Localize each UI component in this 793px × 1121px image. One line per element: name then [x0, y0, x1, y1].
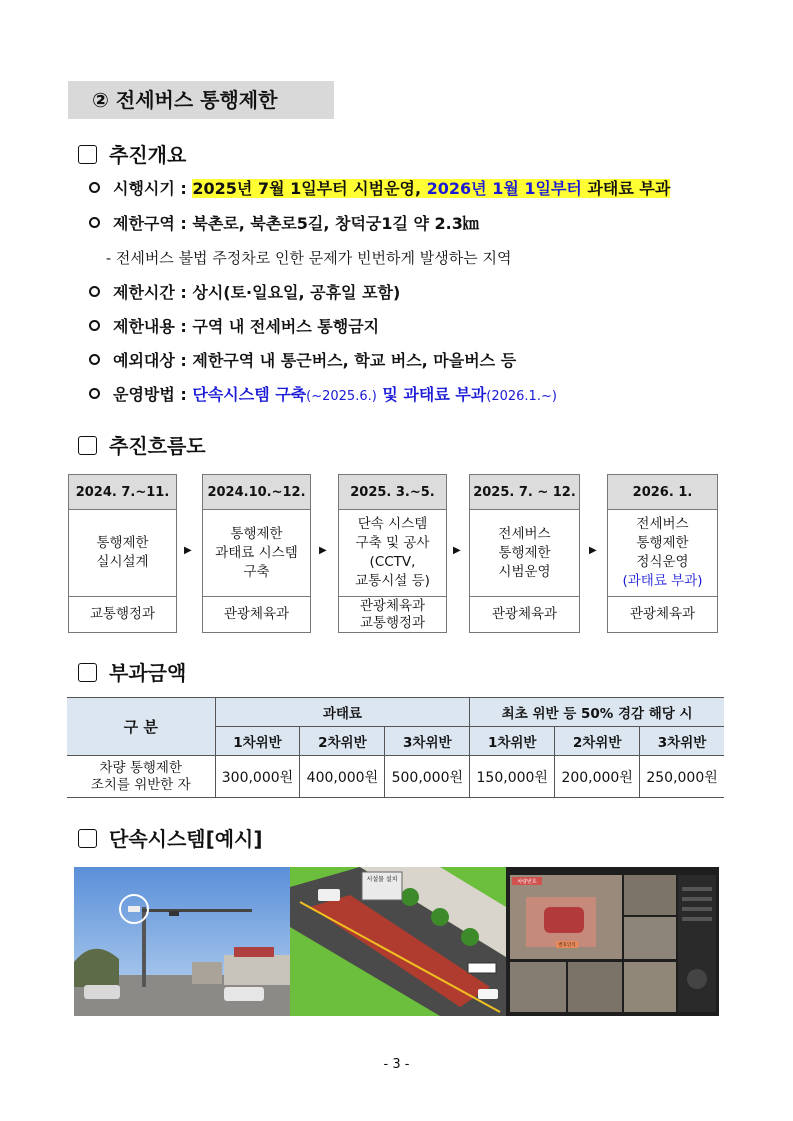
section-overview-heading: 추진개요	[78, 141, 186, 169]
flow-step-dept: 관광체육과	[629, 606, 696, 622]
flow-step-period: 2024.10.~12.	[203, 475, 310, 510]
fine-table-row-label: 차량 통행제한 조치를 위반한 자	[67, 756, 215, 798]
flow-step-body: 단속 시스템 구축 및 공사 (CCTV, 교통시설 등)	[339, 510, 446, 597]
checkbox-square-icon	[78, 436, 97, 455]
page-number: - 3 -	[383, 1057, 410, 1072]
triangle-right-icon: ▶	[453, 545, 461, 556]
road-diagram-label: 시설물 설치	[366, 876, 398, 883]
system-example-images	[74, 867, 719, 1016]
circle-bullet-icon	[89, 354, 100, 365]
flow-step-period: 2026. 1.	[608, 475, 717, 510]
fine-table-group-fine: 과태료	[215, 698, 470, 727]
fine-table-cell: 150,000원	[470, 756, 555, 798]
flow-step-body: 전세버스 통행제한 정식운영 (과태료 부과)	[608, 510, 717, 597]
flow-step-period: 2024. 7.~11.	[69, 475, 176, 510]
flow-step-4	[469, 474, 580, 633]
fine-table-subheader: 3차위반	[385, 727, 470, 756]
flow-step-dept: 관광체육과	[223, 606, 290, 622]
fine-table-cell: 400,000원	[300, 756, 385, 798]
flow-step-1	[68, 474, 177, 633]
flow-step-3	[338, 474, 447, 633]
flow-step-5	[607, 474, 718, 633]
fine-table-subheader: 2차위반	[300, 727, 385, 756]
fine-table-cell: 300,000원	[215, 756, 300, 798]
section-system-heading: 단속시스템[예시]	[78, 825, 263, 853]
road-diagram-photo	[290, 867, 506, 1016]
page-title: ② 전세버스 통행제한	[92, 88, 278, 112]
cctv-street-photo	[74, 867, 290, 1016]
triangle-right-icon: ▶	[184, 545, 192, 556]
bullet-content: 제한내용 : 구역 내 전세버스 통행금지	[89, 315, 379, 339]
fine-table	[67, 697, 724, 798]
fine-table-subheader: 1차위반	[215, 727, 300, 756]
flow-step-period: 2025. 3.~5.	[339, 475, 446, 510]
checkbox-square-icon	[78, 829, 97, 848]
monitoring-software-photo	[506, 867, 719, 1016]
fine-table-cell: 200,000원	[555, 756, 640, 798]
fine-table-col-label: 구 분	[67, 698, 215, 756]
fine-table-cell: 500,000원	[385, 756, 470, 798]
period-highlight: 2025년 7월 1일부터 시범운영, 2026년 1월 1일부터 과태료 부과	[192, 179, 671, 198]
bullet-zone: 제한구역 : 북촌로, 북촌로5길, 창덕궁1길 약 2.3㎞	[89, 212, 479, 236]
circle-bullet-icon	[89, 320, 100, 331]
circle-bullet-icon	[89, 182, 100, 193]
monitor-label-recognition: 번호인식	[558, 943, 576, 948]
section-flow-heading: 추진흐름도	[78, 432, 206, 460]
bullet-time: 제한시간 : 상시(토·일요일, 공휴일 포함)	[89, 281, 400, 305]
flow-step-dept: 관광체육과 교통행정과	[359, 597, 426, 631]
checkbox-square-icon	[78, 145, 97, 164]
monitor-label-plate: 차량번호	[517, 879, 537, 885]
checkbox-square-icon	[78, 663, 97, 682]
circle-bullet-icon	[89, 286, 100, 297]
fine-table-subheader: 1차위반	[470, 727, 555, 756]
flow-step-body: 통행제한 과태료 시스템 구축	[203, 510, 310, 597]
table-row	[67, 756, 724, 798]
triangle-right-icon: ▶	[589, 545, 597, 556]
flow-step-dept: 교통행정과	[89, 606, 156, 622]
section-fine-heading: 부과금액	[78, 659, 186, 687]
circle-bullet-icon	[89, 217, 100, 228]
circle-bullet-icon	[89, 388, 100, 399]
bullet-period: 시행시기 : 2025년 7월 1일부터 시범운영, 2026년 1월 1일부터 과태료 부과	[89, 177, 670, 201]
flow-step-body: 통행제한 실시설계	[69, 510, 176, 597]
bullet-method: 운영방법 : 단속시스템 구축(~2025.6.) 및 과태료 부과(2026.1.~)	[89, 383, 557, 409]
flow-step-dept: 관광체육과	[491, 606, 558, 622]
flow-step-period: 2025. 7. ~ 12.	[470, 475, 579, 510]
fine-table-subheader: 2차위반	[555, 727, 640, 756]
fine-table-group-reduced: 최초 위반 등 50% 경감 해당 시	[470, 698, 724, 727]
zone-note: - 전세버스 불법 주정차로 인한 문제가 빈번하게 발생하는 지역	[106, 249, 512, 267]
flow-step-2	[202, 474, 311, 633]
fine-table-cell: 250,000원	[640, 756, 724, 798]
bullet-exception: 예외대상 : 제한구역 내 통근버스, 학교 버스, 마을버스 등	[89, 349, 516, 373]
flow-step-body: 전세버스 통행제한 시범운영	[470, 510, 579, 597]
triangle-right-icon: ▶	[319, 545, 327, 556]
fine-table-subheader: 3차위반	[640, 727, 724, 756]
